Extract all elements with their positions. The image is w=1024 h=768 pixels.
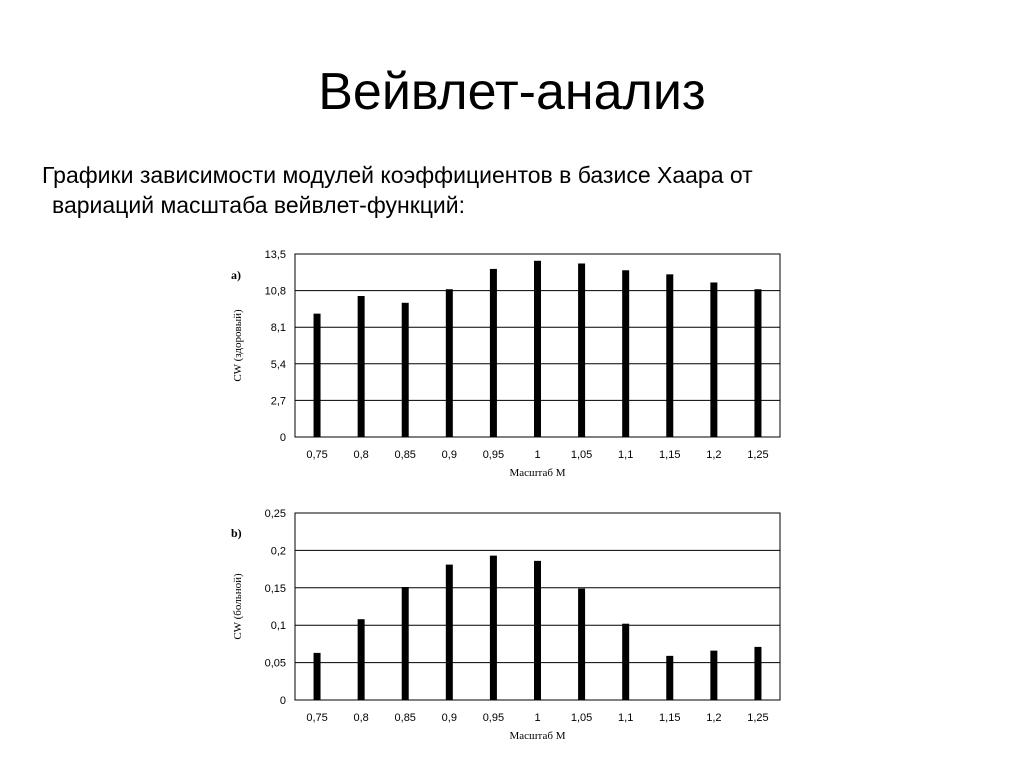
- bar: [622, 624, 629, 700]
- bar: [358, 619, 365, 700]
- panel-label: b): [231, 526, 242, 540]
- x-tick-label: 1,15: [659, 712, 681, 724]
- x-tick-label: 0,9: [441, 449, 457, 461]
- y-tick-label: 0,2: [270, 545, 286, 558]
- slide-description: [42, 160, 982, 220]
- bar: [446, 565, 453, 700]
- x-tick-label: 1,2: [706, 449, 722, 461]
- bar: [314, 653, 321, 700]
- x-tick-label: 0,95: [482, 449, 505, 461]
- bar: [314, 314, 321, 437]
- x-tick-label: 0,75: [306, 712, 328, 724]
- chart-a: [215, 243, 805, 483]
- bar: [534, 561, 541, 700]
- description-line-2: вариаций масштаба вейвлет-функций:: [52, 192, 466, 218]
- x-tick-label: 1,25: [747, 449, 769, 461]
- bar: [402, 303, 409, 437]
- x-tick-label: 0,8: [353, 712, 369, 724]
- x-tick-label: 1,1: [618, 449, 634, 461]
- bar: [666, 274, 673, 437]
- bar: [358, 296, 365, 437]
- bar: [578, 263, 585, 437]
- y-tick-label: 8,1: [270, 322, 286, 335]
- bar: [666, 656, 673, 700]
- y-tick-label: 13,5: [264, 249, 286, 261]
- bar: [446, 289, 453, 437]
- chart-b: [215, 503, 805, 745]
- bar: [710, 651, 717, 700]
- y-tick-label: 5,4: [270, 358, 286, 371]
- x-tick-label: 1,05: [570, 449, 593, 461]
- x-tick-label: 0,85: [394, 712, 416, 724]
- bar: [534, 261, 541, 437]
- bar: [710, 282, 717, 437]
- x-tick-label: 1,25: [747, 712, 769, 724]
- x-tick-label: 0,85: [394, 449, 416, 461]
- bar: [754, 289, 761, 437]
- y-axis-label: CW (здоровый): [232, 309, 244, 382]
- bar: [490, 269, 497, 437]
- x-tick-label: 1,2: [706, 712, 722, 724]
- y-tick-label: 2,7: [270, 395, 286, 408]
- x-tick-label: 0,8: [353, 449, 369, 461]
- bar: [622, 270, 629, 437]
- x-tick-label: 0,95: [482, 712, 505, 724]
- x-axis-label: Масштаб М: [509, 730, 566, 742]
- y-tick-label: 0,05: [264, 657, 286, 670]
- y-axis-label: CW (больной): [232, 573, 244, 640]
- y-tick-label: 0,15: [264, 582, 286, 595]
- bar: [490, 556, 497, 700]
- x-tick-label: 1: [534, 712, 541, 724]
- bar: [578, 589, 585, 700]
- bar: [402, 587, 409, 700]
- x-axis-label: Масштаб М: [509, 467, 566, 479]
- x-tick-label: 1,05: [570, 712, 593, 724]
- x-tick-label: 0,75: [306, 449, 328, 461]
- x-tick-label: 0,9: [441, 712, 457, 724]
- x-tick-label: 1,15: [659, 449, 681, 461]
- y-tick-label: 0: [279, 695, 286, 707]
- y-tick-label: 0,25: [264, 508, 286, 520]
- x-tick-label: 1,1: [618, 712, 634, 724]
- slide-title: Вейвлет-анализ: [318, 63, 706, 121]
- bar: [754, 647, 761, 700]
- y-tick-label: 0: [279, 432, 286, 444]
- y-tick-label: 10,8: [264, 285, 286, 298]
- y-tick-label: 0,1: [270, 620, 286, 633]
- description-line-1: Графики зависимости модулей коэффициентов в базисе Хаара от: [42, 162, 753, 188]
- x-tick-label: 1: [534, 449, 541, 461]
- panel-label: a): [231, 268, 241, 282]
